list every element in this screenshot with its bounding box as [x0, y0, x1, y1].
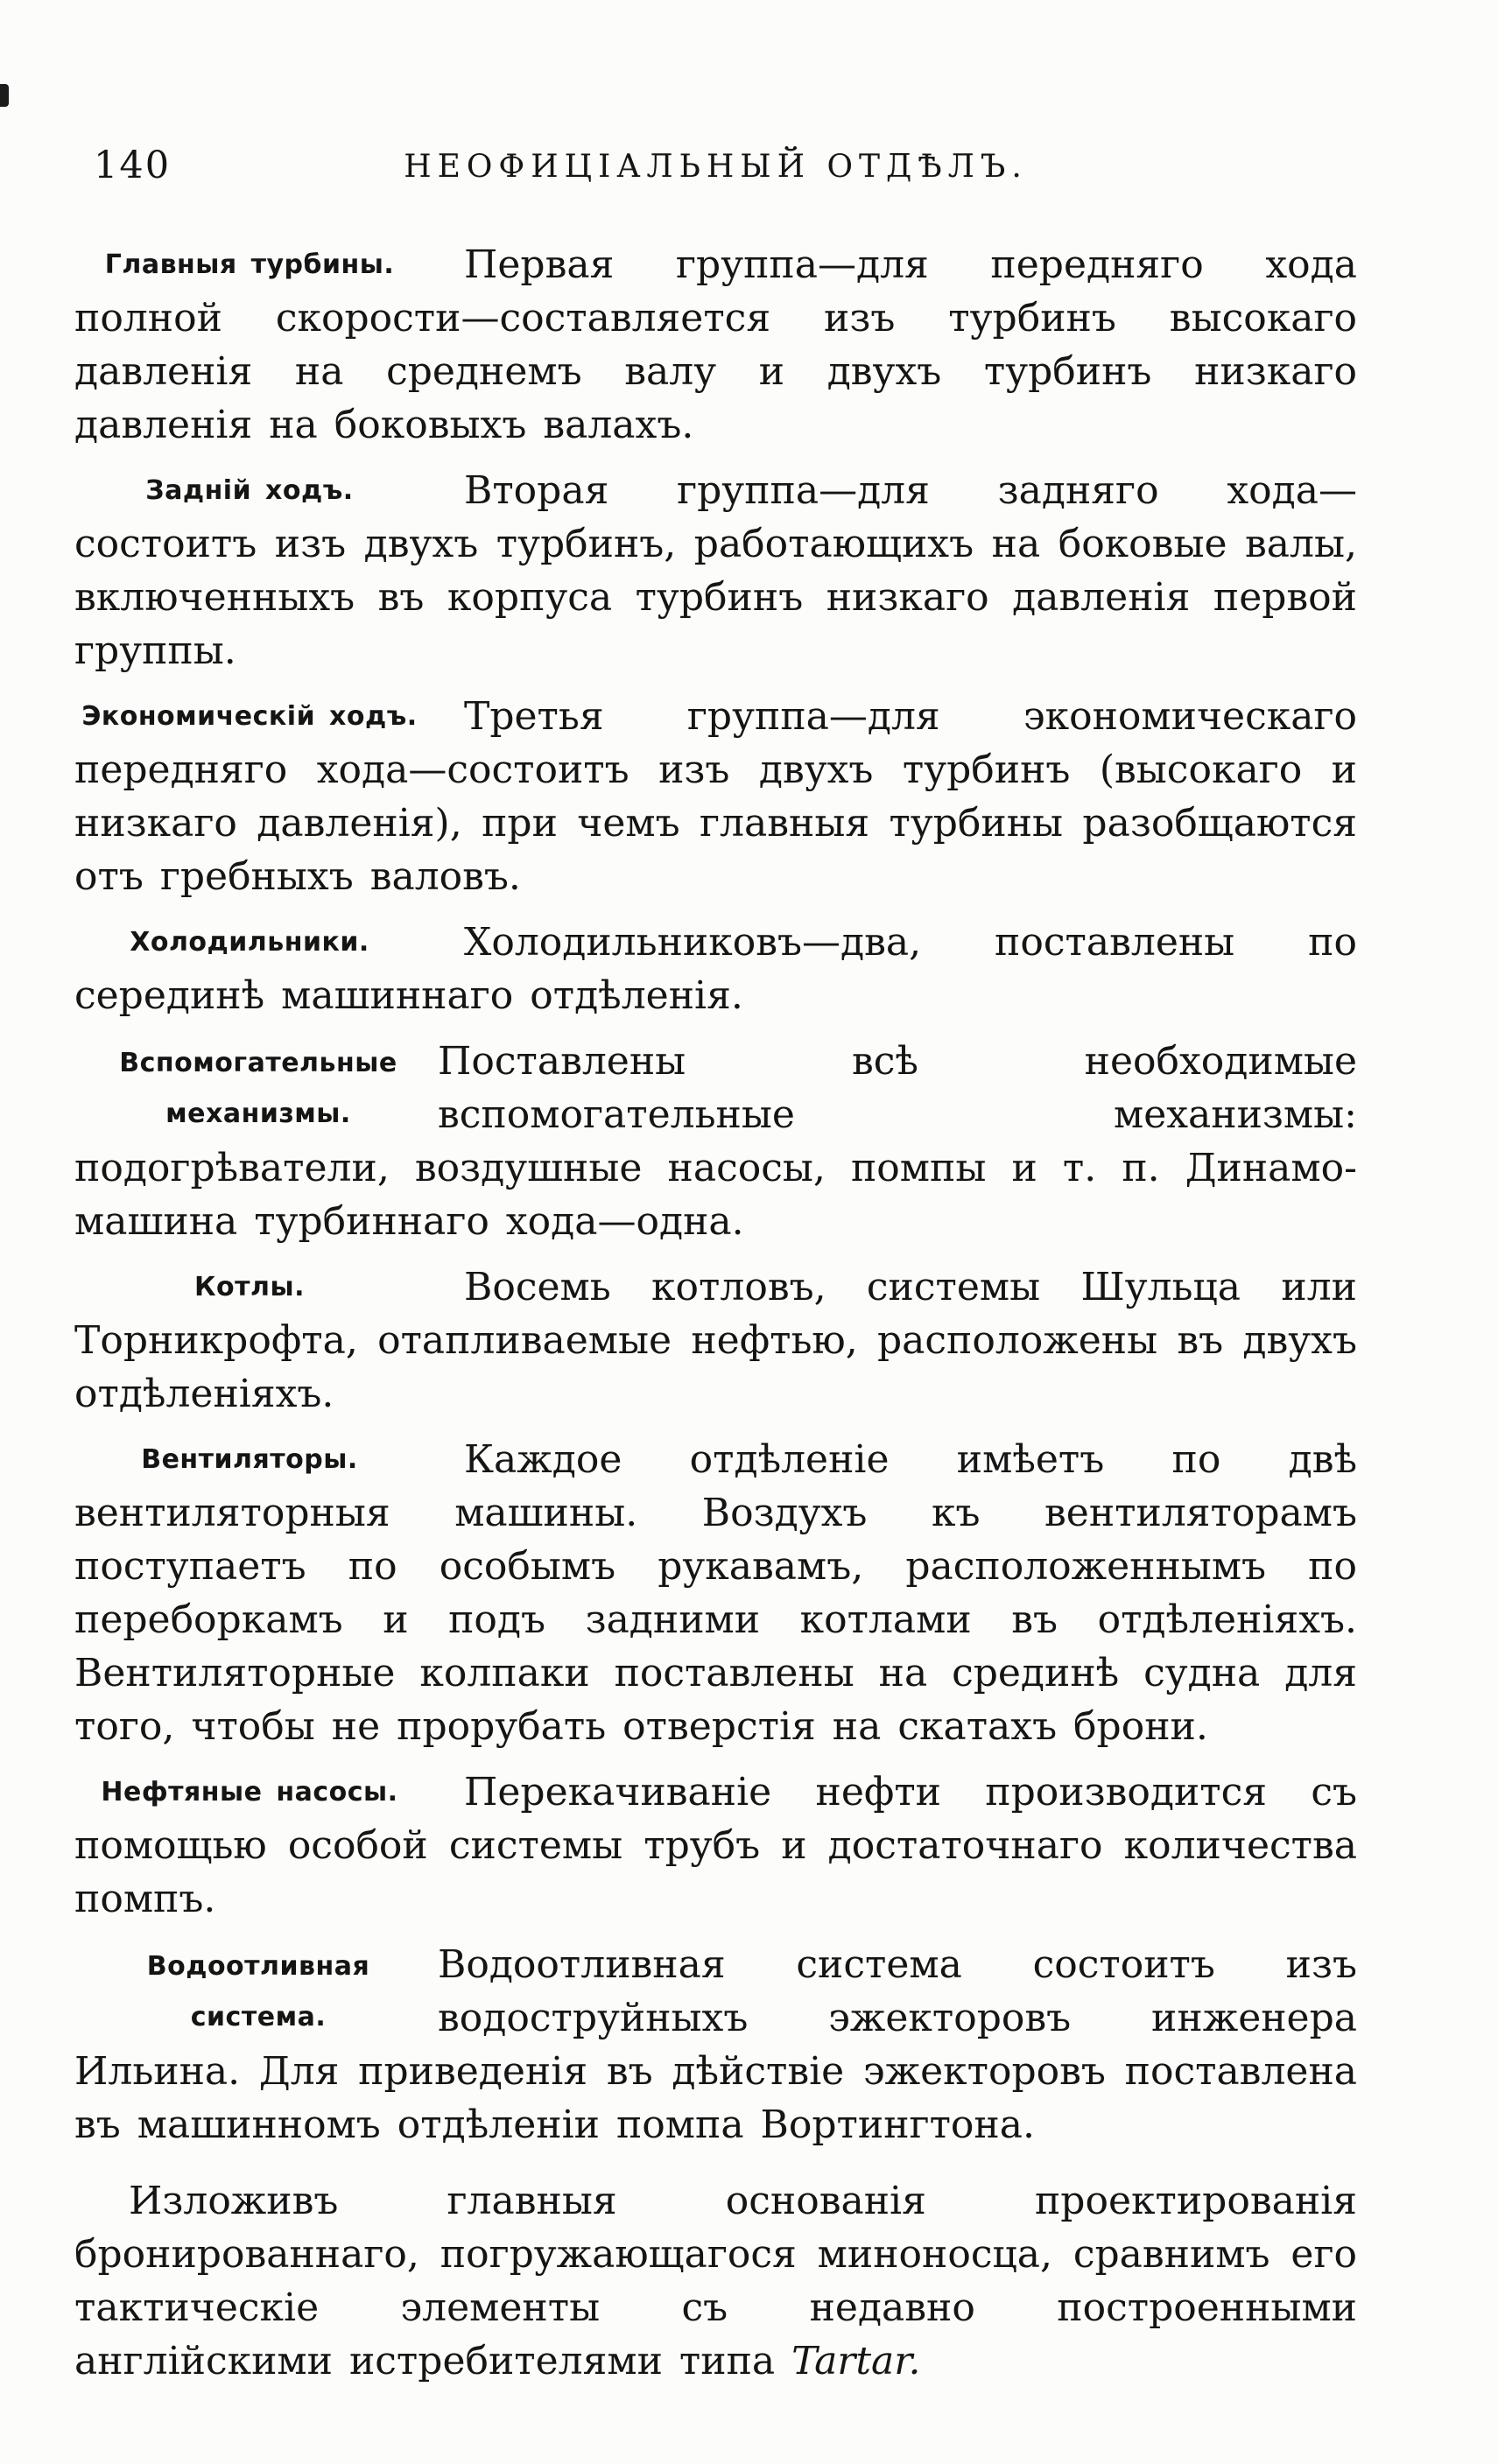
paragraph-ventilators: [74, 1433, 1357, 1753]
ship-class-name-italic: Tartar.: [791, 2339, 921, 2383]
scan-artifact: [0, 84, 9, 107]
paragraph-text: Вторая группа—для задняго хода—состоитъ изъ двухъ турбинъ, работающихъ на боковые валы, включенныхъ въ корпуса турбинъ низкаго давленія первой группы.: [74, 468, 1357, 673]
margin-label-ventilators: Вентиляторы.: [141, 1444, 358, 1475]
paragraph-text: Перекачиваніе нефти производится съ помощью особой системы трубъ и достаточнаго количества помпъ.: [74, 1770, 1357, 1921]
paragraph-main-turbines: [74, 238, 1357, 452]
paragraph-closing: [74, 2174, 1357, 2388]
paragraph-text: Восемь котловъ, системы Шульца или Торникрофта, отапливаемые нефтью, расположены въ двухъ отдѣленіяхъ.: [74, 1265, 1357, 1416]
paragraph-boilers: [74, 1260, 1357, 1421]
margin-label-auxiliary-machinery: Вспомогательные механизмы.: [119, 1048, 397, 1129]
margin-label-boilers: Котлы.: [193, 1272, 306, 1302]
paragraph-text: Третья группа—для экономическаго передняго хода—состоитъ изъ двухъ турбинъ (высокаго и низкаго давленія), при чемъ главныя турбины разобщаются отъ гребныхъ валовъ.: [74, 694, 1357, 899]
margin-label-economic-drive: Экономическій ходъ.: [81, 701, 418, 732]
document-page: [74, 138, 1357, 2400]
paragraph-auxiliary-machinery: [74, 1035, 1357, 1248]
running-head: НЕОФИЦІАЛЬНЫЙ ОТДѢЛЪ.: [404, 149, 1028, 185]
paragraph-economic-drive: [74, 690, 1357, 903]
paragraph-text: Первая группа—для передняго хода полной скорости—составляется изъ турбинъ высокаго давленія на среднемъ валу и двухъ турбинъ низкаго давленія на боковыхъ валахъ.: [74, 242, 1357, 447]
paragraph-astern-drive: [74, 464, 1357, 677]
paragraph-text: Поставлены всѣ необходимые вспомогательные механизмы: подогрѣватели, воздушные насосы, помпы и т. п. Динамо-машина турбиннаго хода—одна.: [74, 1039, 1357, 1244]
paragraph-condensers: [74, 916, 1357, 1022]
paragraph-text: Холодильниковъ—два, поставлены по серединѣ машиннаго отдѣленія.: [74, 920, 1357, 1018]
paragraph-text: Каждое отдѣленіе имѣетъ по двѣ вентиляторныя машины. Воздухъ къ вентиляторамъ поступаетъ по особымъ рукавамъ, расположеннымъ по переборкамъ и подъ задними котлами въ отдѣленіяхъ. Вентиляторные колпаки поставлены на срединѣ судна для того, чтобы не прорубать отверстія на скатахъ брони.: [74, 1437, 1357, 1749]
paragraph-text: Изложивъ главныя основанія проектированія бронированнаго, погружающагося миноносца, сравнимъ его тактическіе элементы съ недавно построенными англійскими истребителями типа: [74, 2179, 1357, 2383]
margin-label-condensers: Холодильники.: [130, 927, 369, 958]
margin-label-oil-pumps: Нефтяные насосы.: [101, 1777, 398, 1808]
paragraph-drainage-system: [74, 1938, 1357, 2152]
paragraph-oil-pumps: [74, 1766, 1357, 1926]
margin-label-astern-drive: Задній ходъ.: [145, 475, 354, 506]
paragraph-text: Водоотливная система состоитъ изъ водоструйныхъ эжекторовъ инженера Ильина. Для приведенія въ дѣйствіе эжекторовъ поставлена въ машинномъ отдѣленіи помпа Вортингтона.: [74, 1942, 1357, 2147]
margin-label-main-turbines: Главныя турбины.: [104, 249, 395, 280]
margin-label-drainage-system: Водоотливная система.: [146, 1951, 370, 2032]
page-number: 140: [94, 144, 172, 187]
page-header-row: [74, 138, 1357, 193]
